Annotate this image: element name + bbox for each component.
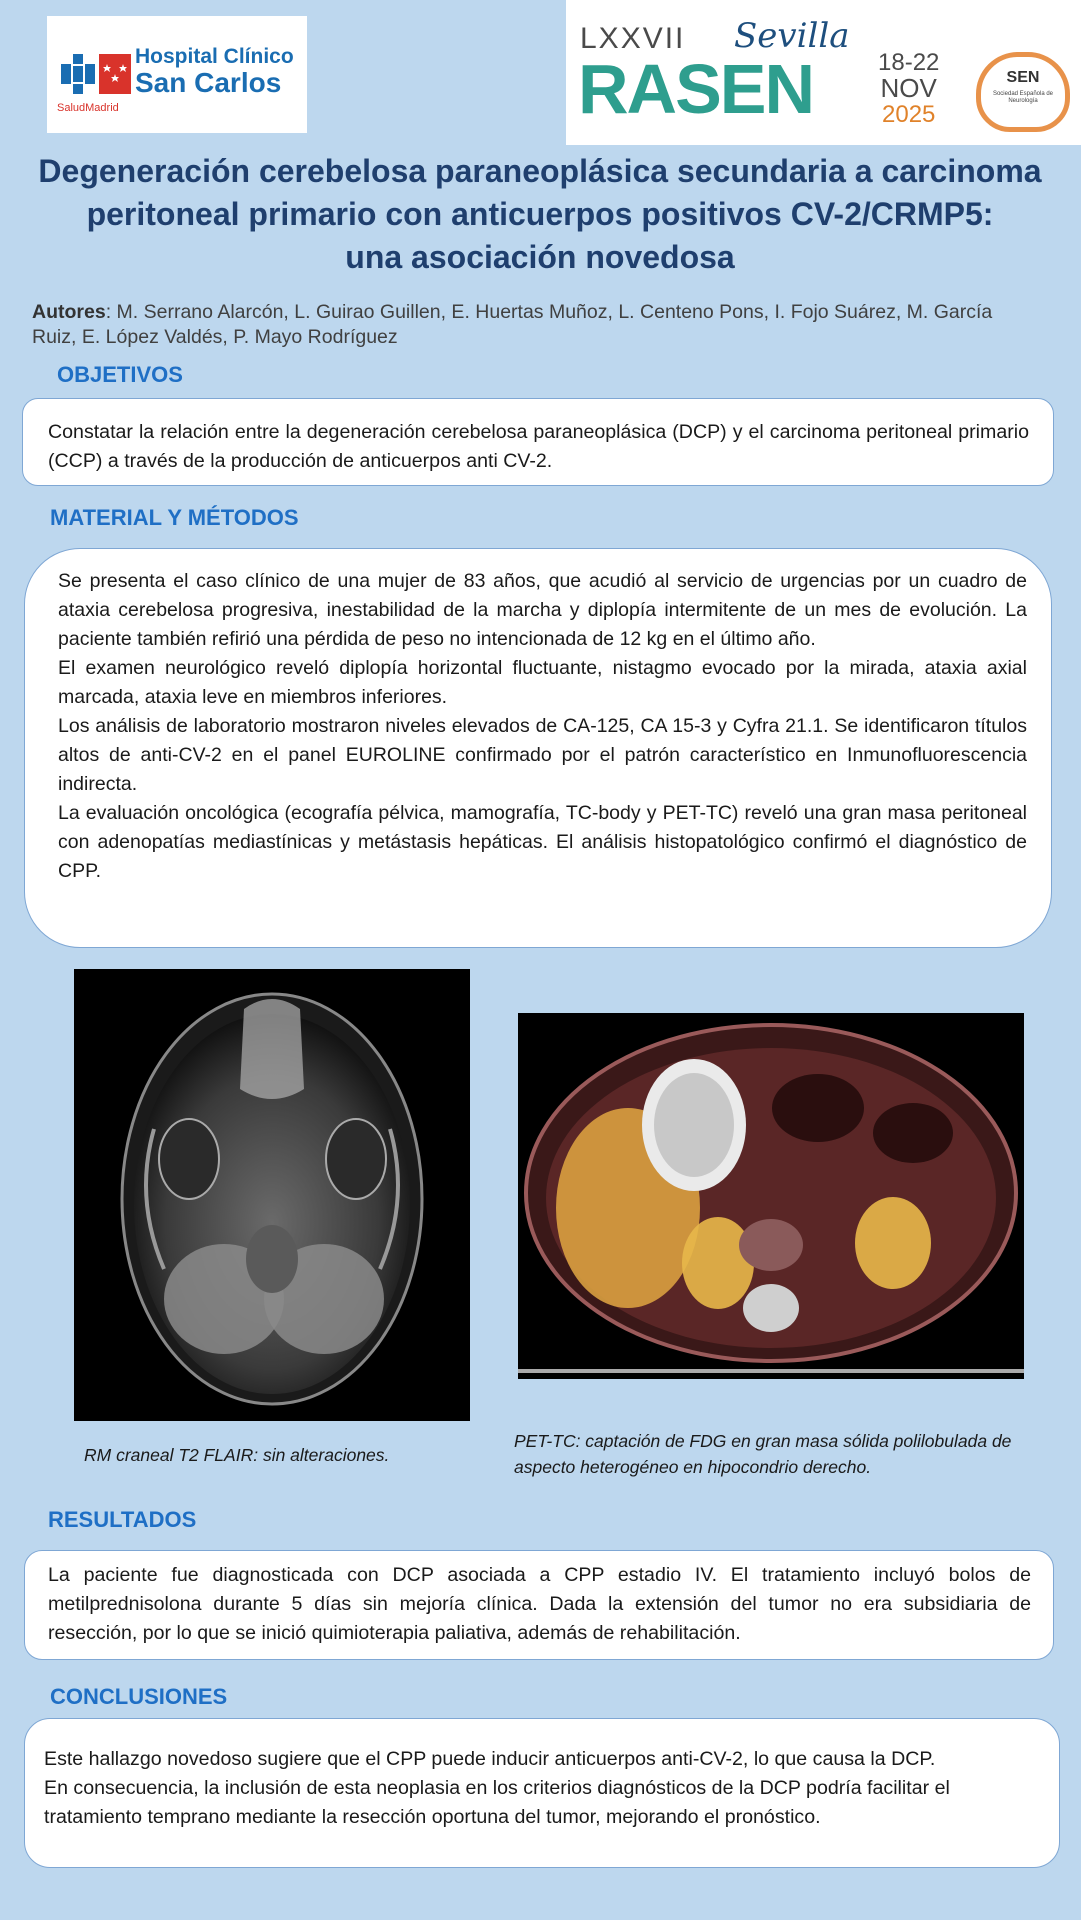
resultados-box [24,1550,1054,1660]
mri-image [74,969,470,1421]
objetivos-box [22,398,1054,486]
congress-city: Sevilla [734,16,850,56]
sen-abbr: SEN [1006,69,1040,86]
metodos-paragraph: La evaluación oncológica (ecografía pélvica, mamografía, TC-body y PET-TC) reveló una gran masa peritoneal con adenopatías mediastínicas y metástasis hepáticas. El análisis histopatológico confirmó el diagnóstico de CPP. [58,802,1027,882]
metodos-box [24,548,1052,948]
conclusiones-box [24,1718,1060,1868]
hospital-logo [47,16,307,133]
congress-edition: LXXVII [580,22,686,55]
congress-logo [566,0,1081,145]
conclusiones-heading: CONCLUSIONES [50,1684,228,1709]
authors-names: : M. Serrano Alarcón, L. Guirao Guillen, E. Huertas Muñoz, L. Centeno Pons, I. Fojo Suárez, M. García Ruiz, E. López Valdés, P. Mayo Rodríguez [32,301,993,348]
sen-logo [976,52,1070,132]
madrid-health-cross-icon [59,50,133,98]
mri-caption: RM craneal T2 FLAIR: sin alteraciones. [84,1445,390,1465]
objetivos-text: Constatar la relación entre la degeneración cerebelosa paraneoplásica (DCP) y el carcinoma peritoneal primario (CCP) a través de la producción de anticuerpos anti CV-2. [48,421,1029,472]
poster-title [20,150,1060,279]
resultados-text: La paciente fue diagnosticada con DCP asociada a CPP estadio IV. El tratamiento incluyó bolos de metilprednisolona durante 5 días sin mejoría clínica. Dada la extensión del tumor no era subsidiaria de resección, por lo que se inició quimioterapia paliativa, además de rehabilitación. [48,1564,1031,1644]
mri-brain-scan [74,969,470,1421]
pet-caption: PET-TC: captación de FDG en gran masa sólida polilobulada de aspecto heterogéneo en hipocondrio derecho. [514,1431,1012,1477]
pet-ct-image [518,1013,1024,1379]
metodos-heading: MATERIAL Y MÉTODOS [50,505,299,530]
metodos-paragraph: Los análisis de laboratorio mostraron niveles elevados de CA-125, CA 15-3 y Cyfra 21.1. Se identificaron títulos altos de anti-CV-2 en el panel EUROLINE confirmado por el patrón característico en Inmunofluorescencia indirecta. [58,715,1027,795]
resultados-heading: RESULTADOS [48,1507,197,1532]
authors [32,300,1042,350]
congress-month: NOV [880,73,937,104]
conclusiones-paragraph: En consecuencia, la inclusión de esta neoplasia en los criterios diagnósticos de la DCP podría facilitar el tratamiento temprano mediante la resección oportuna del tumor, mejorando el pronóstico. [44,1777,950,1828]
metodos-paragraph: Se presenta el caso clínico de una mujer de 83 años, que acudió al servicio de urgencias por un cuadro de ataxia cerebelosa progresiva, inestabilidad de la marcha y diplopía intermitente de un mes de evolución. La paciente también refirió una pérdida de peso no intencionada de 12 kg en el último año. [58,570,1027,650]
congress-name: RASEN [578,50,814,128]
conclusiones-paragraph: Este hallazgo novedoso sugiere que el CPP puede inducir anticuerpos anti-CV-2, lo que causa la DCP. [44,1748,936,1770]
title-line: Degeneración cerebelosa paraneoplásica secundaria a carcinoma [38,153,1042,189]
metodos-paragraph: El examen neurológico reveló diplopía horizontal fluctuante, nistagmo evocado por la mirada, ataxia axial marcada, ataxia leve en miembros inferiores. [58,657,1027,708]
congress-year: 2025 [882,101,936,129]
sen-full-name: Sociedad Española de Neurología [992,91,1054,104]
authors-label: Autores [32,301,106,323]
title-line: peritoneal primario con anticuerpos positivos CV-2/CRMP5: [86,196,994,232]
pet-ct-scan [518,1013,1024,1379]
hospital-name-line2: San Carlos [135,67,282,98]
congress-dates [878,50,939,128]
objetivos-heading: OBJETIVOS [57,362,183,387]
hospital-name-line1: Hospital Clínico [135,45,294,68]
title-line: una asociación novedosa [345,239,735,275]
congress-date-range: 18-22 [878,49,940,76]
salud-madrid-label: SaludMadrid [57,102,119,114]
